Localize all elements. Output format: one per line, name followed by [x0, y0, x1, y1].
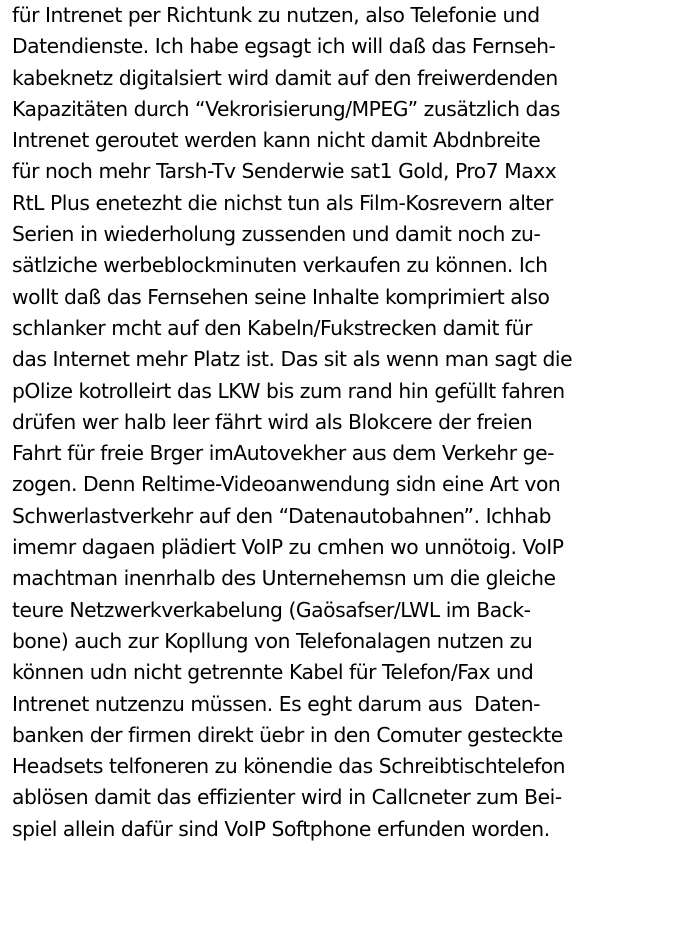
text-line: Intrenet geroutet werden kann nicht damit Abdnbreite	[12, 128, 541, 153]
text-line: spiel allein dafür sind VoIP Softphone erfunden worden.	[12, 816, 550, 841]
body-text	[12, 0, 680, 845]
text-line: pOlize kotrolleirt das LKW bis zum rand hin gefüllt fahren	[12, 378, 565, 403]
text-line: können udn nicht getrennte Kabel für Telefon/Fax und	[12, 660, 534, 685]
text-line: drüfen wer halb leer fährt wird als Blokcere der freien	[12, 409, 533, 434]
text-line: ablösen damit das effizienter wird in Callcneter zum Bei-	[12, 785, 562, 810]
text-line: sätlziche werbeblockminuten verkaufen zu können. Ich	[12, 253, 548, 278]
text-line: Headsets telfoneren zu könendie das Schreibtischtelefon	[12, 754, 566, 779]
text-line: Datendienste. Ich habe egsagt ich will daß das Fernseh-	[12, 34, 556, 59]
text-line: Kapazitäten durch “Vekrorisierung/MPEG” zusätzlich das	[12, 96, 561, 121]
text-line: wollt daß das Fernsehen seine Inhalte komprimiert also	[12, 284, 550, 309]
text-line: machtman inenrhalb des Unternehemsn um die gleiche	[12, 566, 556, 591]
text-line: teure Netzwerkverkabelung (Gaösafser/LWL im Back-	[12, 597, 531, 622]
text-line: für Intrenet per Richtunk zu nutzen, also Telefonie und	[12, 3, 540, 27]
text-line: RtL Plus enetezht die nichst tun als Film-Kosrevern alter	[12, 190, 553, 215]
text-line: bone) auch zur Kopllung von Telefonalagen nutzen zu	[12, 628, 533, 653]
text-line: Fahrt für freie Brger imAutovekher aus dem Verkehr ge-	[12, 441, 554, 466]
text-line: schlanker mcht auf den Kabeln/Fukstrecken damit für	[12, 315, 532, 340]
text-line: Serien in wiederholung zussenden und damit noch zu-	[12, 222, 541, 247]
document-page	[12, 0, 680, 940]
text-line: das Internet mehr Platz ist. Das sit als wenn man sagt die	[12, 347, 573, 372]
text-line: zogen. Denn Reltime-Videoanwendung sidn eine Art von	[12, 472, 561, 497]
text-line: für noch mehr Tarsh-Tv Senderwie sat1 Gold, Pro7 Maxx	[12, 159, 557, 184]
text-line: Intrenet nutzenzu müssen. Es eght darum aus Daten-	[12, 691, 541, 716]
text-line: kabeknetz digitalsiert wird damit auf den freiwerdenden	[12, 65, 558, 90]
text-line: banken der firmen direkt üebr in den Comuter gesteckte	[12, 722, 563, 747]
text-line: imemr dagaen plädiert VoIP zu cmhen wo unnötoig. VoIP	[12, 535, 564, 560]
text-line: Schwerlastverkehr auf den “Datenautobahnen”. Ichhab	[12, 503, 552, 528]
